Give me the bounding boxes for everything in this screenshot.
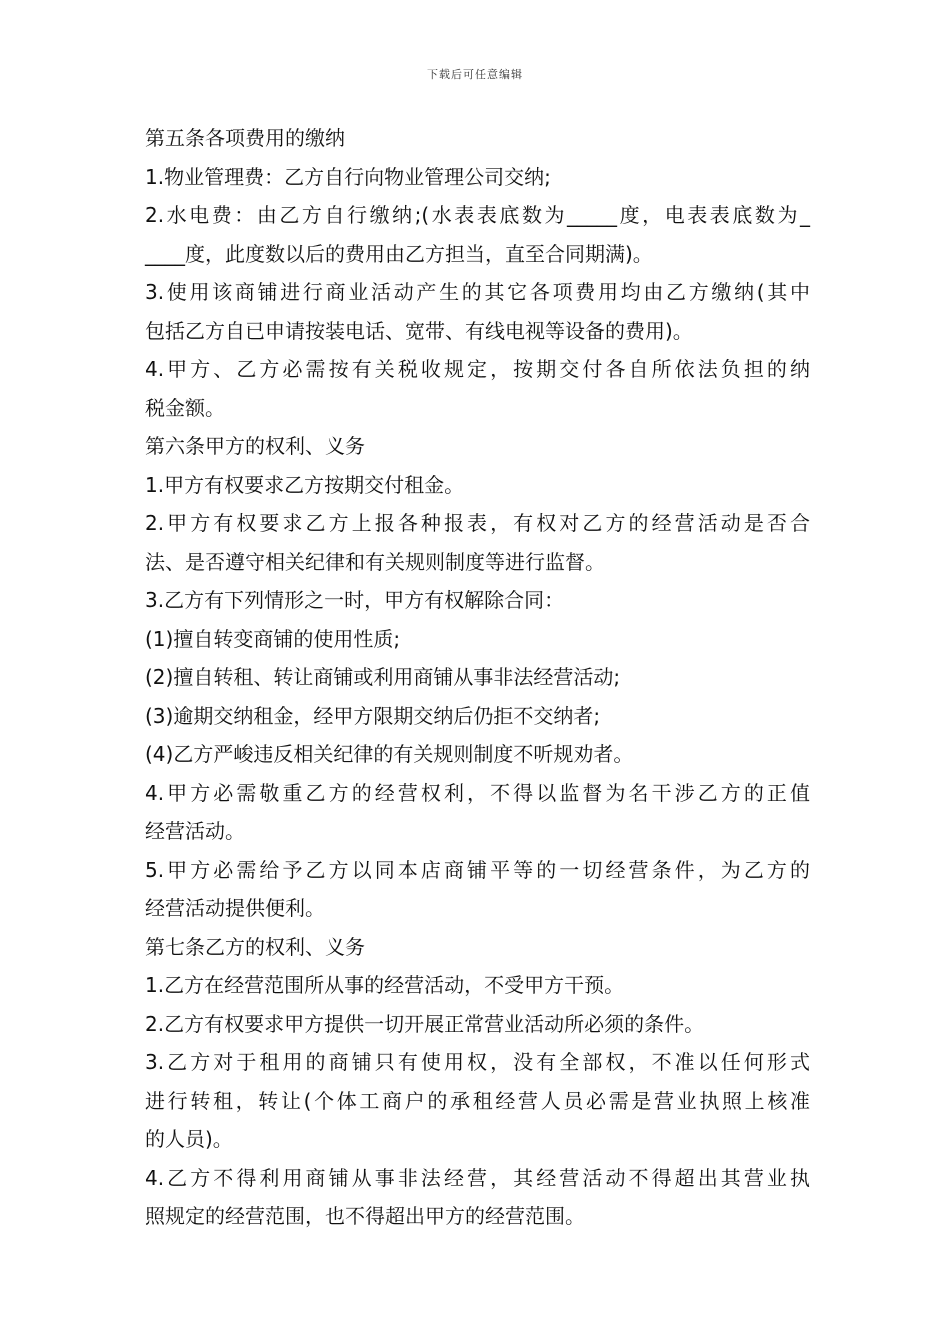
- list-item: (3)逾期交纳租金，经甲方限期交纳后仍拒不交纳者;: [145, 703, 601, 728]
- paragraph-line: 1.物业管理费：乙方自行向物业管理公司交纳;: [145, 164, 551, 189]
- paragraph-line: 4.甲方必需敬重乙方的经营权利，不得以监督为名干涉乙方的正值: [145, 780, 810, 805]
- paragraph-line: 的人员)。: [145, 1127, 233, 1151]
- paragraph-line: 2.乙方有权要求甲方提供一切开展正常营业活动所必须的条件。: [145, 1011, 705, 1036]
- paragraph-line: 1.甲方有权要求乙方按期交付租金。: [145, 472, 465, 497]
- paragraph-line: 包括乙方自已申请按装电话、宽带、有线电视等设备的费用)。: [145, 318, 693, 343]
- list-item: (2)擅自转租、转让商铺或利用商铺从事非法经营活动;: [145, 665, 621, 689]
- section-heading: 第六条甲方的权利、义务: [145, 434, 365, 458]
- list-item: (4)乙方严峻违反相关纪律的有关规则制度不听规劝者。: [145, 742, 634, 766]
- paragraph-line: 税金额。: [145, 395, 225, 420]
- section-heading: 第五条各项费用的缴纳: [145, 126, 345, 150]
- document-body: [145, 119, 810, 1236]
- paragraph-line: 照规定的经营范围，也不得超出甲方的经营范围。: [145, 1204, 585, 1228]
- paragraph-line: 3.乙方对于租用的商铺只有使用权，没有全部权，不准以任何形式: [145, 1050, 810, 1074]
- page-header: 下载后可任意编辑: [427, 68, 523, 81]
- paragraph-line: 进行转租，转让(个体工商户的承租经营人员必需是营业执照上核准: [145, 1088, 810, 1113]
- paragraph-line: 2.甲方有权要求乙方上报各种报表，有权对乙方的经营活动是否合: [145, 511, 810, 535]
- paragraph-line: 2.水电费：由乙方自行缴纳;(水表表底数为_____度，电表表底数为_: [145, 203, 810, 227]
- paragraph-line: 经营活动提供便利。: [145, 896, 325, 920]
- section-heading: 第七条乙方的权利、义务: [145, 934, 365, 959]
- paragraph-line: 4.乙方不得利用商铺从事非法经营，其经营活动不得超出其营业执: [145, 1165, 810, 1190]
- paragraph-line: 3.使用该商铺进行商业活动产生的其它各项费用均由乙方缴纳(其中: [145, 280, 810, 304]
- list-item: (1)擅自转变商铺的使用性质;: [145, 626, 401, 651]
- paragraph-line: 5.甲方必需给予乙方以同本店商铺平等的一切经营条件，为乙方的: [145, 857, 810, 882]
- paragraph-line: 4.甲方、乙方必需按有关税收规定，按期交付各自所依法负担的纳: [145, 357, 810, 381]
- paragraph-line: 经营活动。: [145, 819, 245, 843]
- paragraph-line: 1.乙方在经营范围所从事的经营活动，不受甲方干预。: [145, 973, 625, 997]
- paragraph-line: 3.乙方有下列情形之一时，甲方有权解除合同：: [145, 588, 565, 612]
- paragraph-line: ____度，此度数以后的费用由乙方担当，直至合同期满)。: [145, 241, 653, 266]
- paragraph-line: 法、是否遵守相关纪律和有关规则制度等进行监督。: [145, 549, 605, 574]
